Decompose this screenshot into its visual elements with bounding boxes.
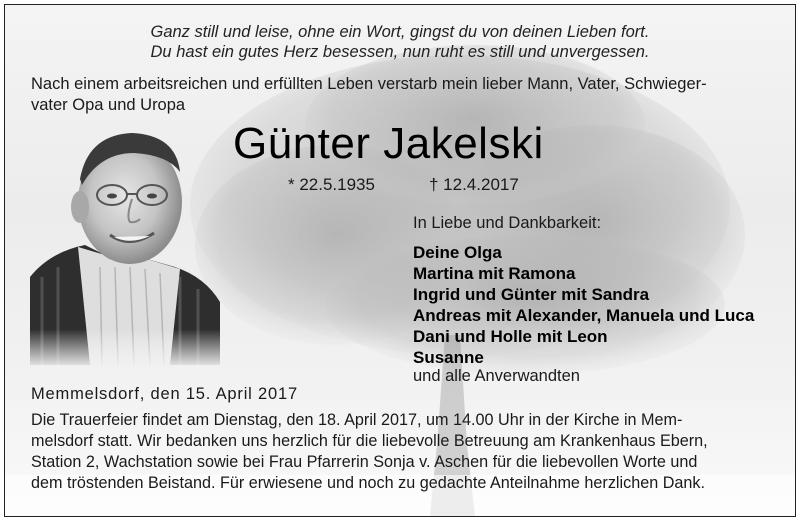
poem-line-1: Ganz still und leise, ohne ein Wort, gingst du von deinen Lieben fort.	[150, 23, 650, 41]
mourners-intro: In Liebe und Dankbarkeit:	[413, 214, 602, 232]
birth-date: * 22.5.1935	[288, 175, 375, 194]
intro-line-1: Nach einem arbeitsreichen und erfüllten Leben verstarb mein lieber Mann, Vater, Schwieger-	[31, 75, 707, 93]
intro-line-2: vater Opa und Uropa	[31, 96, 186, 114]
announcement-line: Station 2, Wachstation sowie bei Frau Pfarrerin Sonja v. Aschen für die liebevollen Worte und	[31, 453, 698, 471]
announcement-line: Die Trauerfeier findet am Dienstag, den 18. April 2017, um 14.00 Uhr in der Kirche in Mem-	[31, 411, 683, 429]
mourner-name: Ingrid und Günter mit Sandra	[413, 285, 650, 304]
death-date: † 12.4.2017	[429, 175, 519, 194]
mourners-closing: und alle Anverwandten	[413, 367, 580, 385]
mourner-name: Dani und Holle mit Leon	[413, 327, 608, 346]
poem-line-2: Du hast ein gutes Herz besessen, nun ruht es still und unvergessen.	[150, 43, 650, 61]
announcement-line: dem tröstenden Beistand. Für erwiesene und noch zu gedachte Anteilnahme herzlichen Dank.	[31, 474, 705, 492]
place-date: Memmelsdorf, den 15. April 2017	[31, 385, 298, 403]
mourner-name: Deine Olga	[413, 243, 502, 262]
portrait-photo	[30, 127, 220, 365]
announcement-line: melsdorf statt. Wir bedanken uns herzlich für die liebevolle Betreuung am Krankenhaus Ebern,	[31, 432, 708, 450]
obituary-notice	[4, 4, 796, 517]
deceased-name: Günter Jakelski	[233, 119, 544, 168]
mourner-name: Susanne	[413, 348, 484, 367]
mourner-name: Martina mit Ramona	[413, 264, 576, 283]
mourner-name: Andreas mit Alexander, Manuela und Luca	[413, 306, 755, 325]
